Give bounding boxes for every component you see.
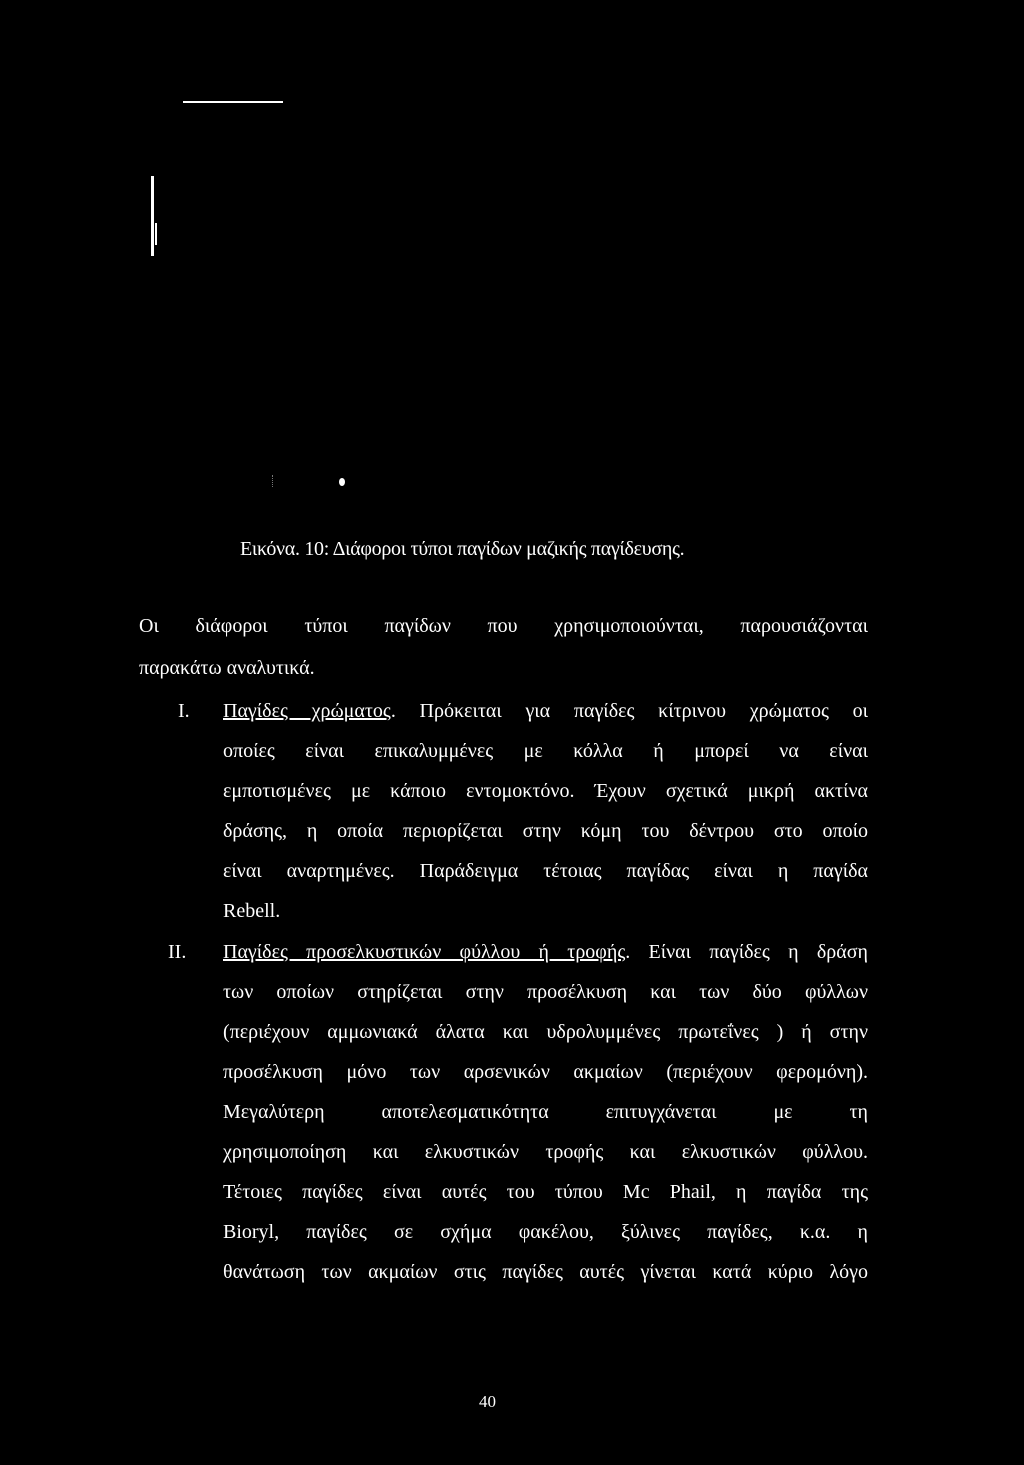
- paragraph-line: (περιέχουν αμμωνιακά άλατα και υδρολυμμένες πρωτεΐνες ) ή στην: [223, 1021, 868, 1043]
- paragraph-line: των οποίων στηρίζεται στην προσέλκυση και των δύο φύλλων: [223, 981, 868, 1003]
- paragraph-line: θανάτωση των ακμαίων στις παγίδες αυτές γίνεται κατά κύριο λόγο: [223, 1261, 868, 1283]
- paragraph-line: [223, 941, 868, 964]
- paragraph-line: Μεγαλύτερη αποτελεσματικότητα επιτυγχάνεται με τη: [223, 1101, 868, 1123]
- paragraph-line: [223, 700, 868, 723]
- scan-artifact-bar: [151, 176, 154, 256]
- paragraph-line: Rebell.: [223, 900, 281, 922]
- page-number: 40: [479, 1392, 496, 1411]
- paragraph-line: οποίες είναι επικαλυμμένες με κόλλα ή μπορεί να είναι: [223, 740, 868, 762]
- list-marker: II.: [168, 941, 187, 963]
- scan-artifact-dots: [272, 475, 277, 487]
- item-heading: Παγίδες χρώματος: [223, 700, 391, 722]
- paragraph-line: Τέτοιες παγίδες είναι αυτές του τύπου Mc Phail, η παγίδα της: [223, 1181, 868, 1203]
- paragraph-line: Bioryl, παγίδες σε σχήμα φακέλου, ξύλινες παγίδες, κ.α. η: [223, 1221, 868, 1243]
- list-marker: I.: [178, 700, 190, 722]
- paragraph-line: χρησιμοποίηση και ελκυστικών τροφής και ελκυστικών φύλλου.: [223, 1141, 868, 1163]
- heading-continuation: . Είναι παγίδες η δράση: [625, 941, 868, 963]
- heading-continuation: . Πρόκειται για παγίδες κίτρινου χρώματος οι: [390, 700, 869, 722]
- paragraph-line: Οι διάφοροι τύποι παγίδων που χρησιμοποιούνται, παρουσιάζονται: [139, 615, 868, 637]
- paragraph-line: δράσης, η οποία περιορίζεται στην κόμη του δέντρου στο οποίο: [223, 820, 868, 842]
- scan-artifact-dot: [339, 478, 345, 486]
- paragraph-line: εμποτισμένες με κάποιο εντομοκτόνο. Έχουν σχετικά μικρή ακτίνα: [223, 780, 868, 802]
- scan-artifact-bar-small: [155, 223, 157, 245]
- paragraph-line: είναι αναρτημένες. Παράδειγμα τέτοιας παγίδας είναι η παγίδα: [223, 860, 868, 882]
- item-heading: Παγίδες προσελκυστικών φύλλου ή τροφής: [223, 941, 626, 963]
- paragraph-line: προσέλκυση μόνο των αρσενικών ακμαίων (περιέχουν φερομόνη).: [223, 1061, 868, 1083]
- scan-artifact-line: [183, 101, 283, 103]
- paragraph-line: παρακάτω αναλυτικά.: [139, 657, 315, 679]
- figure-caption: Εικόνα. 10: Διάφοροι τύποι παγίδων μαζικής παγίδευσης.: [240, 538, 685, 560]
